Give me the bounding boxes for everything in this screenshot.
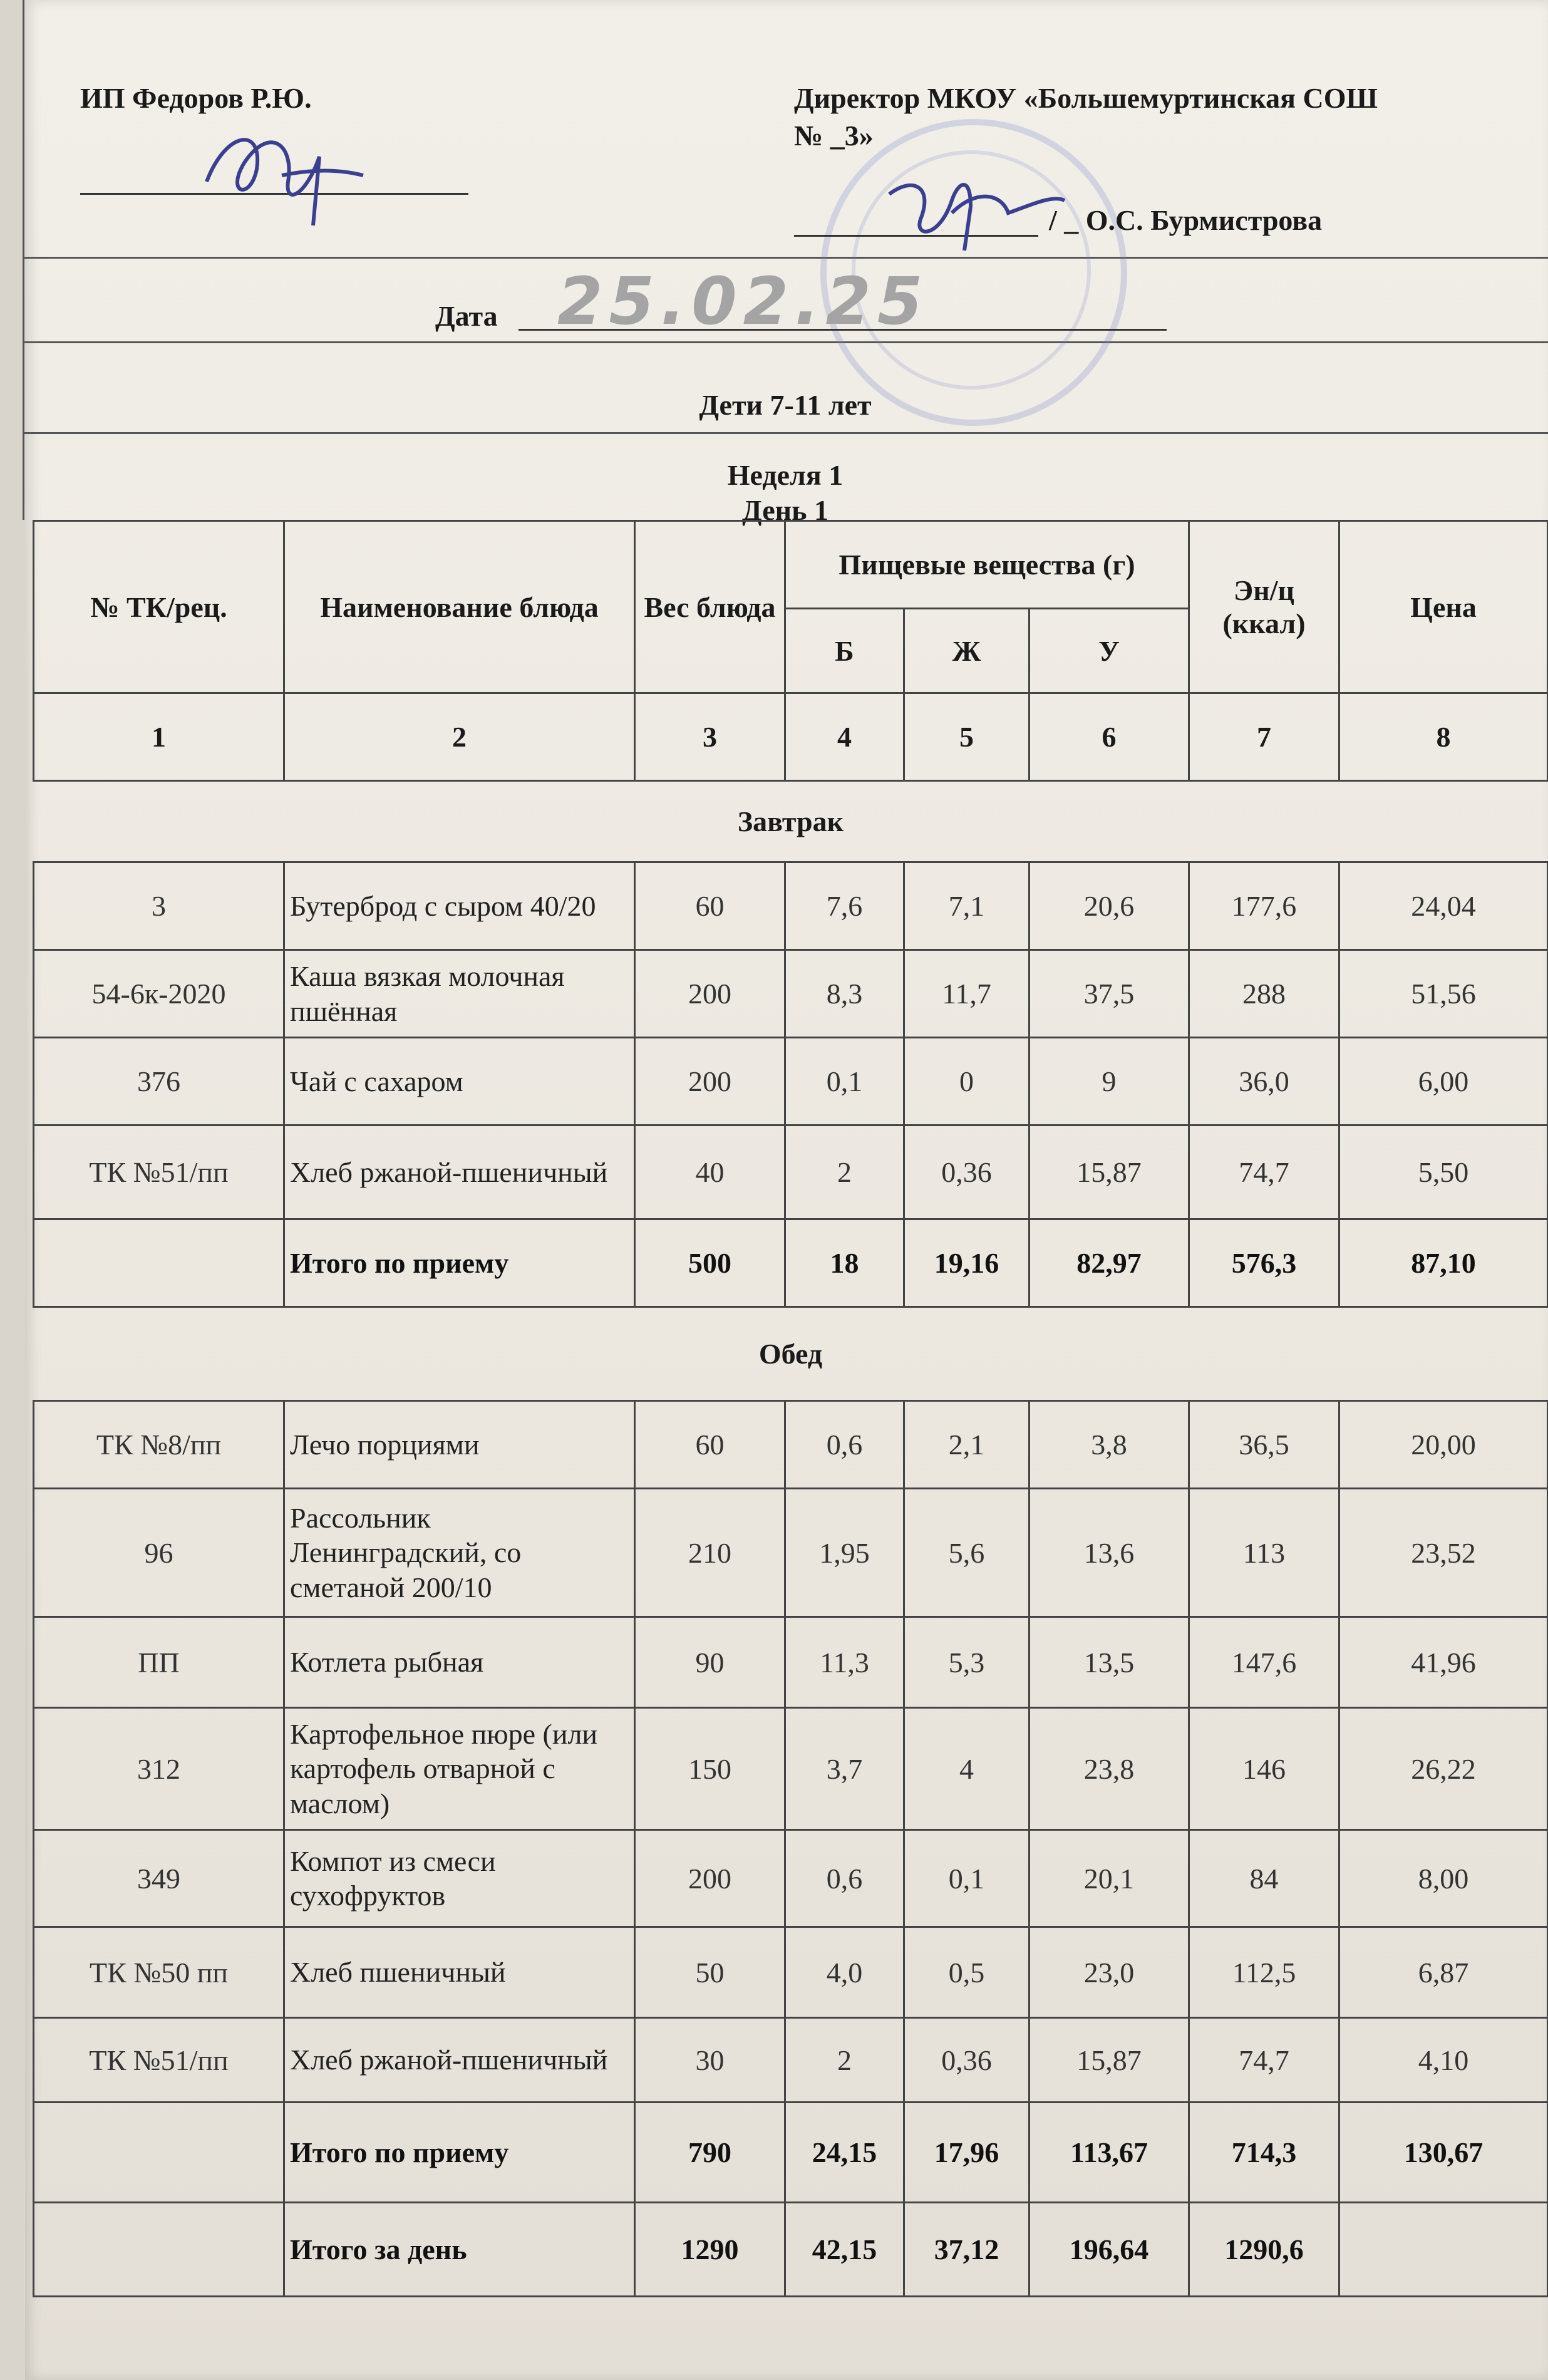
- right-title-line1: Директор МКОУ «Большемуртинская СОШ: [794, 82, 1378, 114]
- age-group: Дети 7-11 лет: [699, 389, 872, 421]
- col-protein-header: Б: [785, 609, 904, 693]
- date-label: Дата: [435, 300, 498, 332]
- table-row: 96 Рассольник Ленинградский, со сметаной 200/10 210 1,95 5,6 13,6 113 23,52: [34, 1489, 1548, 1617]
- right-signature: [864, 150, 1071, 257]
- left-signature: [188, 106, 376, 232]
- day-label: День 1: [742, 494, 828, 526]
- col-fat-header: Ж: [904, 609, 1029, 693]
- col-dish-header: Наименование блюда: [284, 521, 635, 693]
- table-row: 349 Компот из смеси сухофруктов 200 0,6 0,1 20,1 84 8,00: [34, 1830, 1548, 1927]
- date-value: 25.02.25: [557, 263, 929, 339]
- left-signer-name: ИП Федоров Р.Ю.: [80, 82, 312, 114]
- col-energy-header: Эн/ц (ккал): [1189, 521, 1339, 693]
- table-row: 3 Бутерброд с сыром 40/20 60 7,6 7,1 20,6 177,6 24,04: [34, 862, 1548, 950]
- day-total-row: Итого за день 1290 42,15 37,12 196,64 1290,6: [34, 2203, 1548, 2297]
- col-recipe-header: № ТК/рец.: [34, 521, 284, 693]
- right-title-line2: № _3»: [794, 120, 874, 152]
- week-label: Неделя 1: [727, 459, 844, 491]
- col-price-header: Цена: [1339, 521, 1548, 693]
- section-title: Обед: [34, 1307, 1548, 1401]
- section-lunch: [34, 1307, 1548, 1401]
- lunch-total-row: Итого по приему 790 24,15 17,96 113,67 714,3 130,67: [34, 2103, 1548, 2203]
- table-row: ТК №8/пп Лечо порциями 60 0,6 2,1 3,8 36,5 20,00: [34, 1401, 1548, 1489]
- table-row: 54-6к-2020 Каша вязкая молочная пшённая 200 8,3 11,7 37,5 288 51,56: [34, 950, 1548, 1038]
- header-divider: [23, 257, 1548, 259]
- table-row: ТК №51/пп Хлеб ржаной-пшеничный 40 2 0,36 15,87 74,7 5,50: [34, 1125, 1548, 1219]
- menu-table: [33, 520, 1548, 2297]
- header-divider: [23, 341, 1548, 343]
- breakfast-total-row: Итого по приему 500 18 19,16 82,97 576,3 87,10: [34, 1219, 1548, 1307]
- right-signer-name: / _ О.С. Бурмистрова: [1049, 204, 1323, 236]
- col-nutrients-header: Пищевые вещества (г): [785, 521, 1189, 609]
- table-row: ТК №50 пп Хлеб пшеничный 50 4,0 0,5 23,0 112,5 6,87: [34, 1927, 1548, 2018]
- header-frame: [23, 0, 1548, 520]
- table-row: 376 Чай с сахаром 200 0,1 0 9 36,0 6,00: [34, 1038, 1548, 1125]
- table-row: 312 Картофельное пюре (или картофель отварной с маслом) 150 3,7 4 23,8 146 26,22: [34, 1708, 1548, 1830]
- col-carbs-header: У: [1029, 609, 1189, 693]
- table-row: ТК №51/пп Хлеб ржаной-пшеничный 30 2 0,36 15,87 74,7 4,10: [34, 2018, 1548, 2103]
- column-numbers-row: 1 2 3 4 5 6 7 8: [34, 693, 1548, 781]
- header-divider: [23, 432, 1548, 434]
- col-weight-header: Вес блюда: [635, 521, 785, 693]
- section-title: Завтрак: [34, 781, 1548, 862]
- table-row: ПП Котлета рыбная 90 11,3 5,3 13,5 147,6 41,96: [34, 1617, 1548, 1708]
- section-breakfast: [34, 781, 1548, 862]
